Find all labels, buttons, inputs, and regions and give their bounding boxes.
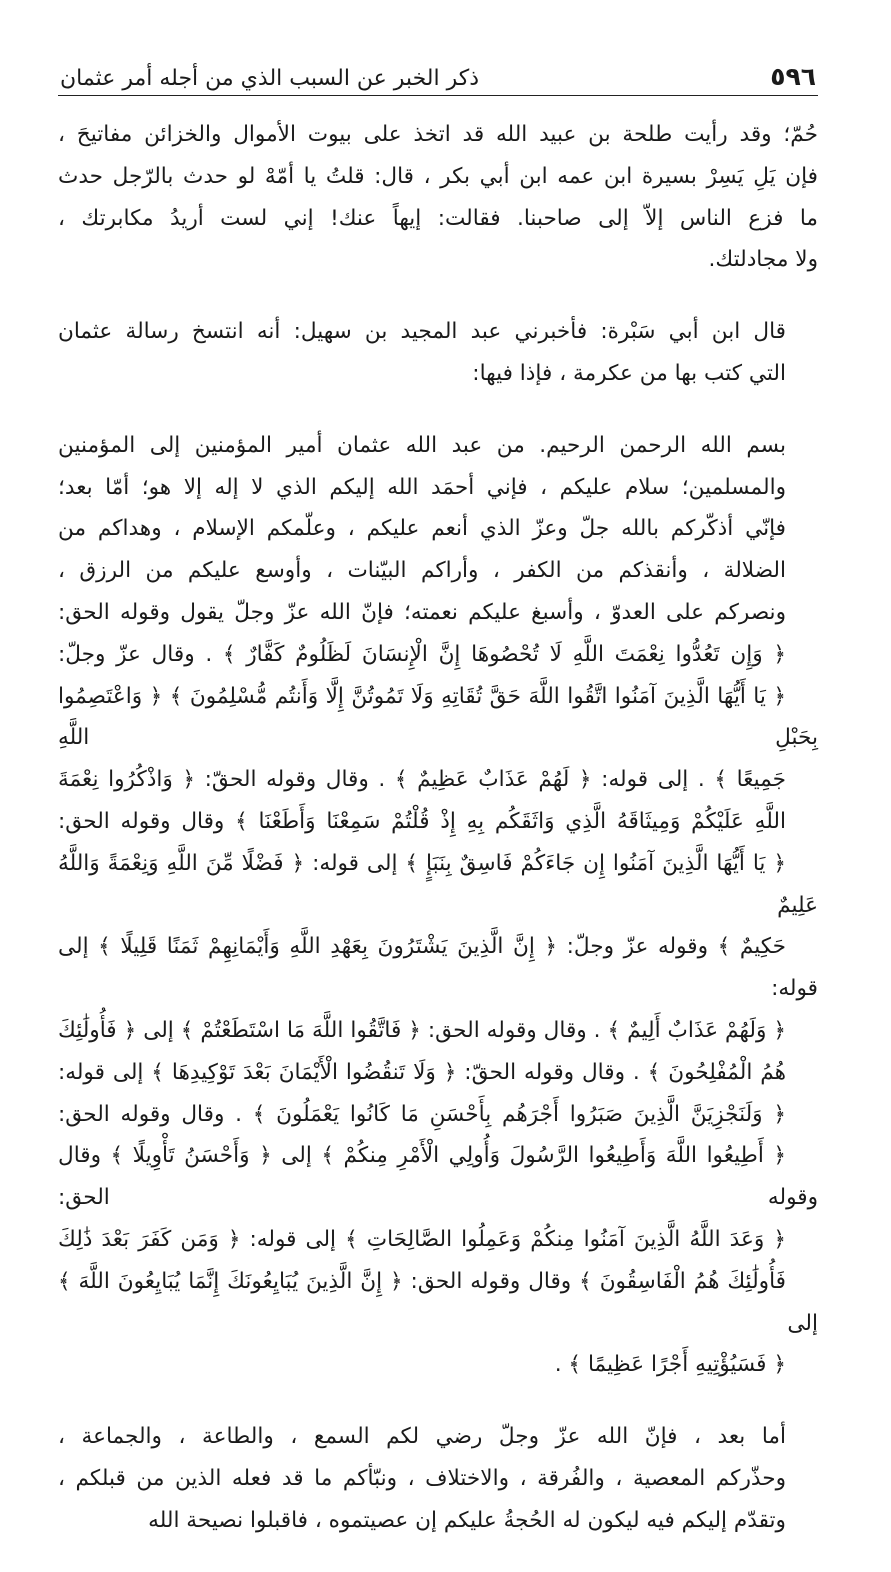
text-line: بسم الله الرحمن الرحيم. من عبد الله عثمان أمير المؤمنين إلى المؤمنين bbox=[58, 432, 786, 458]
page-header bbox=[58, 52, 818, 96]
text-line: حُمّ؛ وقد رأيت طلحة بن عبيد الله قد اتخذ على بيوت الأموال والخزائن مفاتيحَ ، bbox=[58, 122, 818, 147]
text-line: ﴿ أَطِيعُوا اللَّهَ وَأَطِيعُوا الرَّسُولَ وَأُولِي الْأَمْرِ مِنكُمْ ﴾ إلى ﴿ وَأَحْسَنُ تَأْوِيلًا ﴾ وقال وقوله الحق: bbox=[58, 1143, 818, 1211]
text-line: اللَّهِ عَلَيْكُمْ وَمِيثَاقَهُ الَّذِي وَاثَقَكُم بِهِ إِذْ قُلْتُمْ سَمِعْنَا وَأَطَعْنَا ﴾ وقال وقوله الحق: bbox=[58, 808, 786, 834]
page-body bbox=[58, 96, 818, 1542]
paragraph bbox=[58, 114, 818, 281]
book-page bbox=[58, 52, 818, 1572]
text-line: قال ابن أبي سَبْرة: فأخبرني عبد المجيد بن سهيل: أنه انتسخ رسالة عثمان bbox=[58, 319, 786, 345]
page-number: ٥٩٦ bbox=[770, 62, 816, 91]
text-line: وحذّركم المعصية ، والفُرقة ، والاختلاف ، ونبّأكم ما قد فعله الذين من قبلكم ، bbox=[58, 1465, 786, 1491]
text-line: هُمُ الْمُفْلِحُونَ ﴾ . وقال وقوله الحقّ: ﴿ وَلَا تَنقُضُوا الْأَيْمَانَ بَعْدَ تَوْكِيدِهَا ﴾ إلى قوله: bbox=[58, 1059, 786, 1085]
text-line: ولا مجادلتك. bbox=[708, 247, 818, 273]
text-line: أما بعد ، فإنّ الله عزّ وجلّ رضي لكم السمع ، والطاعة ، والجماعة ، bbox=[58, 1424, 786, 1450]
text-line: ﴿ يَا أَيُّهَا الَّذِينَ آمَنُوا إِن جَاءَكُمْ فَاسِقٌ بِنَبَإٍ ﴾ إلى قوله: ﴿ فَضْلًا مِّنَ اللَّهِ وَنِعْمَةً وَاللَّهُ عَلِيمٌ bbox=[58, 850, 818, 918]
text-line: ﴿ وَلَنَجْزِيَنَّ الَّذِينَ صَبَرُوا أَجْرَهُم بِأَحْسَنِ مَا كَانُوا يَعْمَلُونَ ﴾ . وقال وقوله الحق: bbox=[58, 1101, 786, 1127]
text-line: ما فزع الناس إلاّ إلى صاحبنا. فقالت: إيهاً عنك! إني لست أريدُ مكابرتك ، bbox=[58, 205, 818, 231]
text-line: ﴿ يَا أَيُّهَا الَّذِينَ آمَنُوا اتَّقُوا اللَّهَ حَقَّ تُقَاتِهِ وَلَا تَمُوتُنَّ إِلَّا وَأَنتُم مُّسْلِمُونَ ﴾ ﴿ وَاعْتَصِمُوا بِحَبْلِ اللَّهِ bbox=[58, 683, 818, 751]
text-line: جَمِيعًا ﴾ . إلى قوله: ﴿ لَهُمْ عَذَابٌ عَظِيمٌ ﴾ . وقال وقوله الحقّ: ﴿ وَاذْكُرُوا نِعْمَةَ bbox=[58, 767, 786, 793]
paragraph bbox=[58, 425, 818, 1386]
text-line: الضلالة ، وأنقذكم من الكفر ، وأراكم البيّنات ، وأوسع عليكم من الرزق ، bbox=[58, 558, 786, 584]
text-line: والمسلمين؛ سلام عليكم ، فإني أحمَد الله إليكم الذي لا إله إلا هو؛ أمّا بعد؛ bbox=[58, 474, 786, 500]
text-line: ﴿ فَسَيُؤْتِيهِ أَجْرًا عَظِيمًا ﴾ . bbox=[554, 1352, 786, 1378]
text-line: التي كتب بها من عكرمة ، فإذا فيها: bbox=[472, 360, 786, 386]
text-line: فإن يَلِ يَسِرْ بسيرة ابن عمه ابن أبي بكر ، قال: قلتُ يا أمّهْ لو حدث بالرّجل حدث bbox=[58, 163, 818, 189]
text-line: وتقدّم إليكم فيه ليكون له الحُجةُ عليكم إن عصيتموه ، فاقبلوا نصيحة الله bbox=[148, 1507, 786, 1533]
text-line: ﴿ وَعَدَ اللَّهُ الَّذِينَ آمَنُوا مِنكُمْ وَعَمِلُوا الصَّالِحَاتِ ﴾ إلى قوله: ﴿ وَمَن كَفَرَ بَعْدَ ذَٰلِكَ bbox=[58, 1226, 786, 1252]
running-title: ذكر الخبر عن السبب الذي من أجله أمر عثمان bbox=[60, 66, 479, 91]
text-line: فَأُولَٰئِكَ هُمُ الْفَاسِقُونَ ﴾ وقال وقوله الحق: ﴿ إِنَّ الَّذِينَ يُبَايِعُونَكَ إِنَّمَا يُبَايِعُونَ اللَّهَ ﴾ إلى bbox=[58, 1268, 818, 1336]
text-line: حَكِيمٌ ﴾ وقوله عزّ وجلّ: ﴿ إِنَّ الَّذِينَ يَشْتَرُونَ بِعَهْدِ اللَّهِ وَأَيْمَانِهِمْ ثَمَنًا قَلِيلًا ﴾ إلى قوله: bbox=[58, 934, 818, 1002]
text-line: ﴿ وَإِن تَعُدُّوا نِعْمَتَ اللَّهِ لَا تُحْصُوهَا إِنَّ الْإِنسَانَ لَظَلُومٌ كَفَّارٌ ﴾ . وقال عزّ وجلّ: bbox=[58, 641, 786, 667]
text-line: فإنّي أذكّركم بالله جلّ وعزّ الذي أنعم عليكم ، وعلّمكم الإسلام ، وهداكم من bbox=[58, 516, 786, 542]
paragraph bbox=[58, 1416, 818, 1541]
text-line: ﴿ وَلَهُمْ عَذَابٌ أَلِيمٌ ﴾ . وقال وقوله الحق: ﴿ فَاتَّقُوا اللَّهَ مَا اسْتَطَعْتُمْ ﴾ إلى ﴿ فَأُولَٰئِكَ bbox=[58, 1017, 786, 1043]
text-line: ونصركم على العدوّ ، وأسبغ عليكم نعمته؛ فإنّ الله عزّ وجلّ يقول وقوله الحق: bbox=[58, 599, 786, 625]
paragraph bbox=[58, 311, 818, 395]
